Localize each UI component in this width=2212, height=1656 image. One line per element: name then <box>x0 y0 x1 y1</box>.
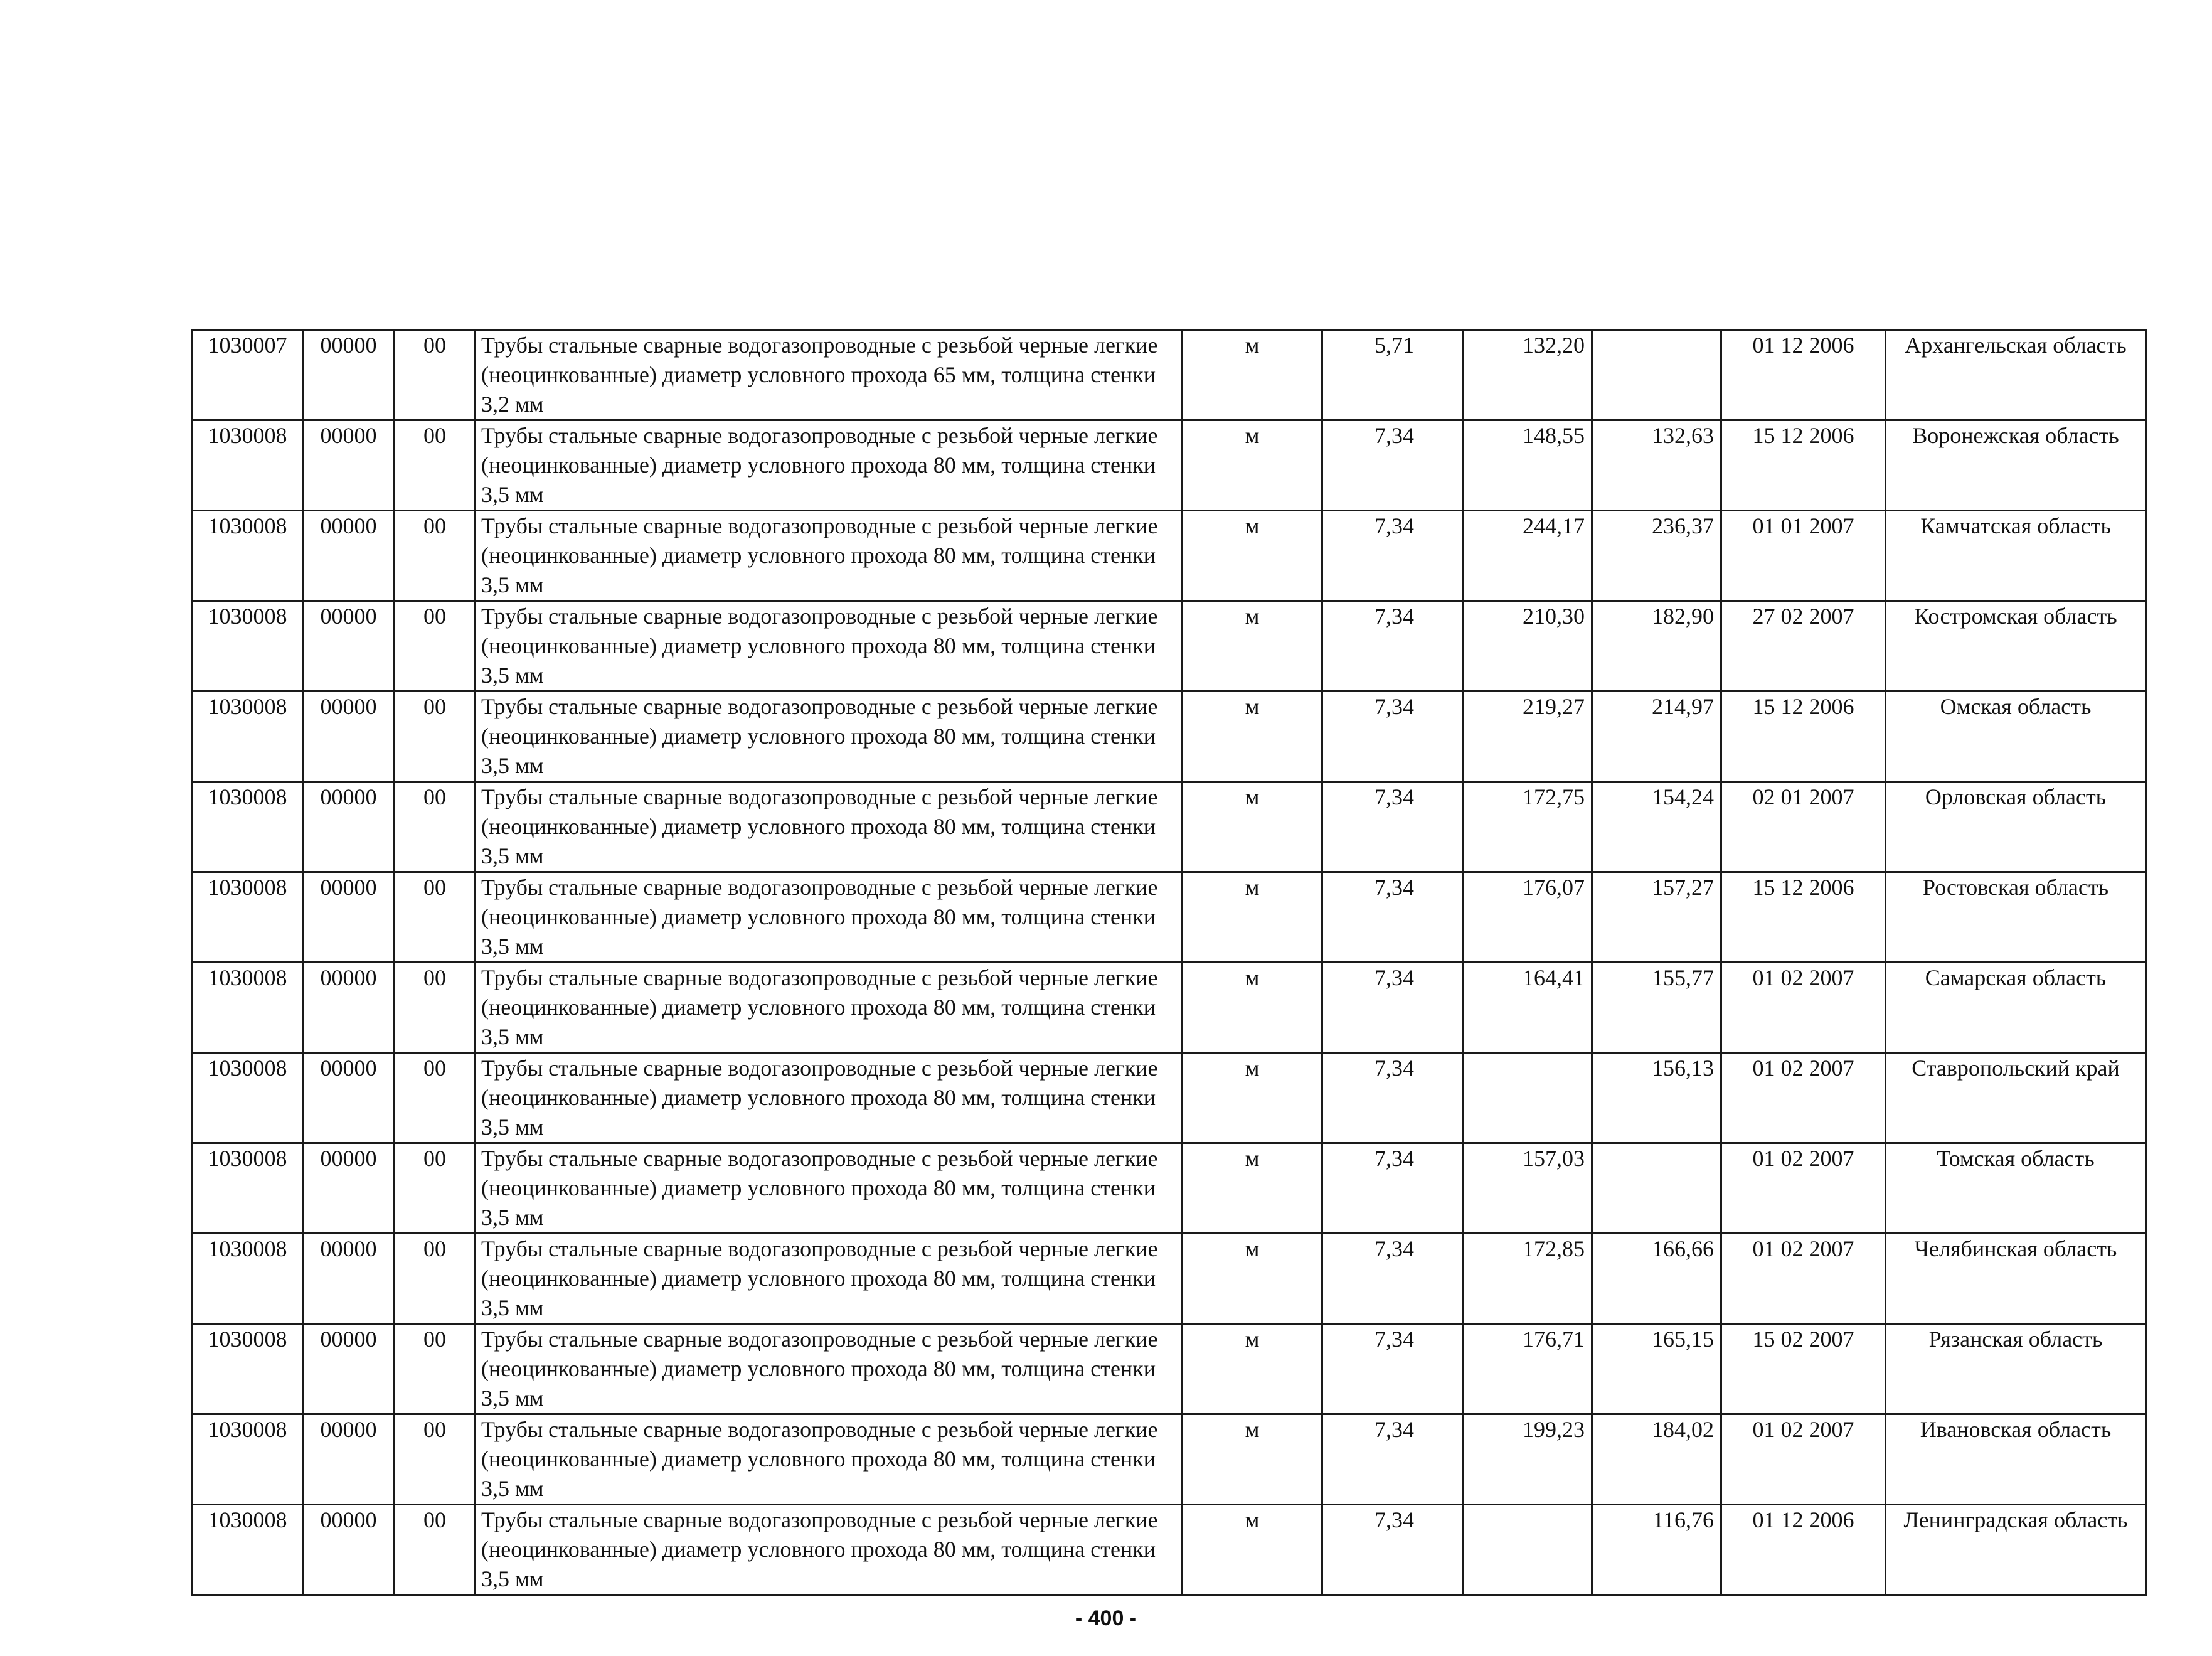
sub-code-cell: 00000 <box>303 1143 395 1234</box>
region-cell: Томская область <box>1886 1143 2146 1234</box>
unit-cell: м <box>1183 1324 1322 1414</box>
description-cell: Трубы стальные сварные водогазопроводные с резьбой черные легкие (неоцинкованные) диаметр условного прохода 80 мм, толщина стенки 3,5 мм <box>476 1143 1183 1234</box>
description-cell: Трубы стальные сварные водогазопроводные с резьбой черные легкие (неоцинкованные) диаметр условного прохода 80 мм, толщина стенки 3,5 мм <box>476 511 1183 601</box>
price-without-vat-cell <box>1592 1143 1721 1234</box>
resource-code-cell: 1030008 <box>193 1143 303 1234</box>
region-cell: Ленинградская область <box>1886 1505 2146 1595</box>
date-cell: 15 12 2006 <box>1721 872 1886 963</box>
table-row <box>193 601 2146 692</box>
weight-cell: 7,34 <box>1322 1324 1463 1414</box>
sub-code-cell: 00000 <box>303 692 395 782</box>
class-code-cell: 00 <box>395 1234 476 1324</box>
weight-cell: 7,34 <box>1322 963 1463 1053</box>
class-code-cell: 00 <box>395 511 476 601</box>
resource-code-cell: 1030008 <box>193 692 303 782</box>
sub-code-cell: 00000 <box>303 1505 395 1595</box>
sub-code-cell: 00000 <box>303 511 395 601</box>
unit-cell: м <box>1183 1143 1322 1234</box>
price-without-vat-cell: 184,02 <box>1592 1414 1721 1505</box>
price-without-vat-cell: 157,27 <box>1592 872 1721 963</box>
resource-code-cell: 1030008 <box>193 1053 303 1143</box>
resource-code-cell: 1030008 <box>193 1234 303 1324</box>
sub-code-cell: 00000 <box>303 1414 395 1505</box>
unit-cell: м <box>1183 963 1322 1053</box>
price-with-vat-cell: 172,85 <box>1463 1234 1592 1324</box>
description-cell: Трубы стальные сварные водогазопроводные с резьбой черные легкие (неоцинкованные) диаметр условного прохода 80 мм, толщина стенки 3,5 мм <box>476 420 1183 511</box>
table-row <box>193 1053 2146 1143</box>
price-with-vat-cell: 164,41 <box>1463 963 1592 1053</box>
table-row <box>193 1143 2146 1234</box>
date-cell: 01 02 2007 <box>1721 1053 1886 1143</box>
unit-cell: м <box>1183 1414 1322 1505</box>
table-row <box>193 1324 2146 1414</box>
region-cell: Ставропольский край <box>1886 1053 2146 1143</box>
table-row <box>193 511 2146 601</box>
sub-code-cell: 00000 <box>303 963 395 1053</box>
region-cell: Костромская область <box>1886 601 2146 692</box>
description-cell: Трубы стальные сварные водогазопроводные с резьбой черные легкие (неоцинкованные) диаметр условного прохода 80 мм, толщина стенки 3,5 мм <box>476 1414 1183 1505</box>
class-code-cell: 00 <box>395 601 476 692</box>
weight-cell: 7,34 <box>1322 420 1463 511</box>
description-cell: Трубы стальные сварные водогазопроводные с резьбой черные легкие (неоцинкованные) диаметр условного прохода 80 мм, толщина стенки 3,5 мм <box>476 1234 1183 1324</box>
sub-code-cell: 00000 <box>303 1324 395 1414</box>
table-row <box>193 872 2146 963</box>
table-row <box>193 782 2146 872</box>
date-cell: 02 01 2007 <box>1721 782 1886 872</box>
price-with-vat-cell: 132,20 <box>1463 330 1592 420</box>
unit-cell: м <box>1183 1234 1322 1324</box>
weight-cell: 7,34 <box>1322 1053 1463 1143</box>
class-code-cell: 00 <box>395 420 476 511</box>
price-without-vat-cell: 154,24 <box>1592 782 1721 872</box>
description-cell: Трубы стальные сварные водогазопроводные с резьбой черные легкие (неоцинкованные) диаметр условного прохода 80 мм, толщина стенки 3,5 мм <box>476 601 1183 692</box>
sub-code-cell: 00000 <box>303 1053 395 1143</box>
price-with-vat-cell: 176,71 <box>1463 1324 1592 1414</box>
date-cell: 15 12 2006 <box>1721 420 1886 511</box>
weight-cell: 7,34 <box>1322 1143 1463 1234</box>
price-without-vat-cell: 155,77 <box>1592 963 1721 1053</box>
price-with-vat-cell: 210,30 <box>1463 601 1592 692</box>
class-code-cell: 00 <box>395 330 476 420</box>
unit-cell: м <box>1183 511 1322 601</box>
resource-code-cell: 1030008 <box>193 420 303 511</box>
price-with-vat-cell: 172,75 <box>1463 782 1592 872</box>
sub-code-cell: 00000 <box>303 420 395 511</box>
description-cell: Трубы стальные сварные водогазопроводные с резьбой черные легкие (неоцинкованные) диаметр условного прохода 80 мм, толщина стенки 3,5 мм <box>476 872 1183 963</box>
region-cell: Рязанская область <box>1886 1324 2146 1414</box>
class-code-cell: 00 <box>395 782 476 872</box>
sub-code-cell: 00000 <box>303 601 395 692</box>
weight-cell: 7,34 <box>1322 872 1463 963</box>
unit-cell: м <box>1183 692 1322 782</box>
weight-cell: 7,34 <box>1322 692 1463 782</box>
weight-cell: 7,34 <box>1322 511 1463 601</box>
price-without-vat-cell: 236,37 <box>1592 511 1721 601</box>
resource-code-cell: 1030008 <box>193 872 303 963</box>
price-without-vat-cell: 214,97 <box>1592 692 1721 782</box>
price-without-vat-cell: 156,13 <box>1592 1053 1721 1143</box>
weight-cell: 7,34 <box>1322 601 1463 692</box>
price-without-vat-cell: 165,15 <box>1592 1324 1721 1414</box>
region-cell: Самарская область <box>1886 963 2146 1053</box>
sub-code-cell: 00000 <box>303 1234 395 1324</box>
unit-cell: м <box>1183 330 1322 420</box>
unit-cell: м <box>1183 420 1322 511</box>
resource-code-cell: 1030008 <box>193 1505 303 1595</box>
class-code-cell: 00 <box>395 1053 476 1143</box>
sub-code-cell: 00000 <box>303 330 395 420</box>
date-cell: 01 02 2007 <box>1721 963 1886 1053</box>
table-row <box>193 330 2146 420</box>
resource-code-cell: 1030008 <box>193 963 303 1053</box>
weight-cell: 7,34 <box>1322 782 1463 872</box>
unit-cell: м <box>1183 782 1322 872</box>
table-row <box>193 1234 2146 1324</box>
class-code-cell: 00 <box>395 872 476 963</box>
date-cell: 01 02 2007 <box>1721 1234 1886 1324</box>
class-code-cell: 00 <box>395 1324 476 1414</box>
price-without-vat-cell: 116,76 <box>1592 1505 1721 1595</box>
unit-cell: м <box>1183 1505 1322 1595</box>
description-cell: Трубы стальные сварные водогазопроводные с резьбой черные легкие (неоцинкованные) диаметр условного прохода 80 мм, толщина стенки 3,5 мм <box>476 782 1183 872</box>
region-cell: Воронежская область <box>1886 420 2146 511</box>
table-row <box>193 692 2146 782</box>
unit-cell: м <box>1183 1053 1322 1143</box>
region-cell: Ивановская область <box>1886 1414 2146 1505</box>
region-cell: Омская область <box>1886 692 2146 782</box>
price-with-vat-cell: 176,07 <box>1463 872 1592 963</box>
weight-cell: 7,34 <box>1322 1414 1463 1505</box>
table-row <box>193 1505 2146 1595</box>
description-cell: Трубы стальные сварные водогазопроводные с резьбой черные легкие (неоцинкованные) диаметр условного прохода 80 мм, толщина стенки 3,5 мм <box>476 963 1183 1053</box>
resource-code-cell: 1030008 <box>193 1324 303 1414</box>
resource-code-cell: 1030008 <box>193 601 303 692</box>
region-cell: Архангельская область <box>1886 330 2146 420</box>
region-cell: Ростовская область <box>1886 872 2146 963</box>
region-cell: Челябинская область <box>1886 1234 2146 1324</box>
price-without-vat-cell: 132,63 <box>1592 420 1721 511</box>
date-cell: 15 02 2007 <box>1721 1324 1886 1414</box>
table-body <box>193 330 2146 1595</box>
date-cell: 01 01 2007 <box>1721 511 1886 601</box>
date-cell: 27 02 2007 <box>1721 601 1886 692</box>
table-row <box>193 1414 2146 1505</box>
class-code-cell: 00 <box>395 1143 476 1234</box>
class-code-cell: 00 <box>395 963 476 1053</box>
price-with-vat-cell <box>1463 1053 1592 1143</box>
resource-code-cell: 1030008 <box>193 511 303 601</box>
date-cell: 01 12 2006 <box>1721 330 1886 420</box>
class-code-cell: 00 <box>395 692 476 782</box>
date-cell: 01 02 2007 <box>1721 1414 1886 1505</box>
price-without-vat-cell: 166,66 <box>1592 1234 1721 1324</box>
description-cell: Трубы стальные сварные водогазопроводные с резьбой черные легкие (неоцинкованные) диаметр условного прохода 80 мм, толщина стенки 3,5 мм <box>476 692 1183 782</box>
price-with-vat-cell: 157,03 <box>1463 1143 1592 1234</box>
date-cell: 01 02 2007 <box>1721 1143 1886 1234</box>
unit-cell: м <box>1183 601 1322 692</box>
page-number: - 400 - <box>1075 1606 1137 1630</box>
description-cell: Трубы стальные сварные водогазопроводные с резьбой черные легкие (неоцинкованные) диаметр условного прохода 80 мм, толщина стенки 3,5 мм <box>476 1505 1183 1595</box>
class-code-cell: 00 <box>395 1505 476 1595</box>
price-with-vat-cell: 219,27 <box>1463 692 1592 782</box>
sub-code-cell: 00000 <box>303 872 395 963</box>
resource-code-cell: 1030007 <box>193 330 303 420</box>
table-row <box>193 963 2146 1053</box>
region-cell: Камчатская область <box>1886 511 2146 601</box>
resource-code-cell: 1030008 <box>193 1414 303 1505</box>
resource-code-cell: 1030008 <box>193 782 303 872</box>
weight-cell: 7,34 <box>1322 1505 1463 1595</box>
description-cell: Трубы стальные сварные водогазопроводные с резьбой черные легкие (неоцинкованные) диаметр условного прохода 80 мм, толщина стенки 3,5 мм <box>476 1324 1183 1414</box>
price-with-vat-cell: 199,23 <box>1463 1414 1592 1505</box>
weight-cell: 5,71 <box>1322 330 1463 420</box>
description-cell: Трубы стальные сварные водогазопроводные с резьбой черные легкие (неоцинкованные) диаметр условного прохода 65 мм, толщина стенки 3,2 мм <box>476 330 1183 420</box>
weight-cell: 7,34 <box>1322 1234 1463 1324</box>
date-cell: 15 12 2006 <box>1721 692 1886 782</box>
class-code-cell: 00 <box>395 1414 476 1505</box>
price-without-vat-cell: 182,90 <box>1592 601 1721 692</box>
unit-cell: м <box>1183 872 1322 963</box>
region-cell: Орловская область <box>1886 782 2146 872</box>
price-with-vat-cell <box>1463 1505 1592 1595</box>
description-cell: Трубы стальные сварные водогазопроводные с резьбой черные легкие (неоцинкованные) диаметр условного прохода 80 мм, толщина стенки 3,5 мм <box>476 1053 1183 1143</box>
date-cell: 01 12 2006 <box>1721 1505 1886 1595</box>
sub-code-cell: 00000 <box>303 782 395 872</box>
price-with-vat-cell: 148,55 <box>1463 420 1592 511</box>
price-table <box>191 329 2147 1596</box>
table-row <box>193 420 2146 511</box>
price-without-vat-cell <box>1592 330 1721 420</box>
price-with-vat-cell: 244,17 <box>1463 511 1592 601</box>
